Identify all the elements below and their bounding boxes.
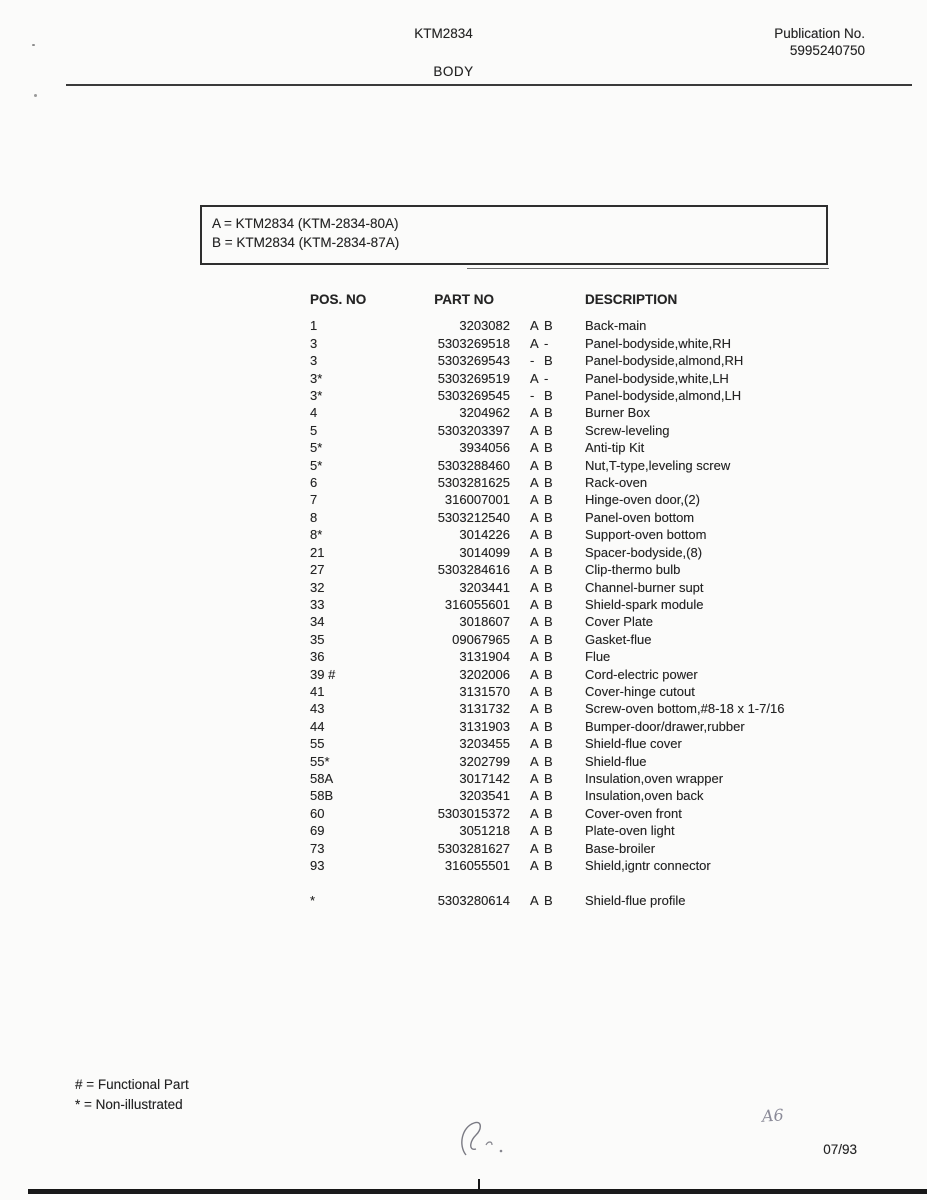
date-code: 07/93 bbox=[823, 1142, 857, 1157]
pos-cell: 5* bbox=[310, 440, 323, 456]
table-row bbox=[310, 631, 880, 648]
desc-cell: Shield-flue profile bbox=[585, 893, 686, 909]
model-a-cell: A bbox=[530, 562, 539, 578]
model-b-cell: B bbox=[544, 840, 553, 856]
pos-cell: 43 bbox=[310, 701, 325, 717]
part-cell: 5303280614 bbox=[437, 893, 510, 909]
pos-cell: 41 bbox=[310, 683, 325, 699]
pos-cell: 58B bbox=[310, 788, 334, 804]
pos-cell: 58A bbox=[310, 770, 334, 786]
model-b-cell: B bbox=[544, 440, 553, 456]
model-a-cell: A bbox=[530, 527, 539, 543]
table-row bbox=[310, 648, 880, 665]
model-a-cell: A bbox=[530, 596, 539, 612]
part-cell: 5303284616 bbox=[437, 562, 510, 578]
desc-cell: Cord-electric power bbox=[585, 666, 698, 682]
pos-cell: 32 bbox=[310, 579, 325, 595]
pos-cell: 33 bbox=[310, 596, 325, 612]
pos-cell: 8 bbox=[310, 509, 318, 525]
model-b-cell: B bbox=[544, 544, 553, 560]
part-cell: 3203441 bbox=[459, 579, 510, 595]
pos-cell: 55* bbox=[310, 753, 330, 769]
table-row bbox=[310, 700, 880, 717]
pos-cell: 7 bbox=[310, 492, 318, 508]
pos-cell: * bbox=[310, 893, 316, 909]
part-cell: 5303269545 bbox=[437, 388, 510, 404]
part-cell: 3131732 bbox=[459, 701, 510, 717]
model-b-cell: B bbox=[544, 596, 553, 612]
model-a-cell: A bbox=[530, 805, 539, 821]
model-a-cell: A bbox=[530, 858, 539, 873]
pos-cell: 39 # bbox=[310, 666, 336, 682]
model-a-cell: A bbox=[530, 649, 539, 665]
model-b-cell: B bbox=[544, 579, 553, 595]
model-b-cell: B bbox=[544, 683, 553, 699]
desc-cell: Gasket-flue bbox=[585, 631, 652, 647]
model-a-cell: A bbox=[530, 544, 539, 560]
desc-cell: Clip-thermo bulb bbox=[585, 562, 681, 578]
part-cell: 3131904 bbox=[459, 649, 510, 665]
model-b-cell: B bbox=[544, 753, 553, 769]
model-a-cell: A bbox=[530, 457, 539, 473]
table-row bbox=[310, 352, 880, 369]
desc-cell: Rack-oven bbox=[585, 475, 648, 491]
pos-cell: 34 bbox=[310, 614, 325, 630]
model-b-cell: B bbox=[544, 509, 553, 525]
model-a-cell: A bbox=[530, 823, 539, 839]
footnote-non-illustrated: * = Non-illustrated bbox=[75, 1097, 183, 1112]
desc-cell: Base-broiler bbox=[585, 840, 656, 856]
part-cell: 3202799 bbox=[459, 753, 510, 769]
desc-cell: Shield-flue cover bbox=[585, 736, 682, 752]
pos-cell: 27 bbox=[310, 562, 325, 578]
pos-cell: 3* bbox=[310, 370, 323, 386]
desc-cell: Bumper-door/drawer,rubber bbox=[585, 718, 745, 734]
part-cell: 3014226 bbox=[459, 527, 510, 543]
pos-cell: 4 bbox=[310, 405, 318, 421]
part-cell: 3018607 bbox=[459, 614, 510, 630]
col-header-part: PART NO bbox=[434, 292, 494, 307]
model-b-cell: B bbox=[544, 422, 553, 438]
part-cell: 5303015372 bbox=[437, 805, 510, 821]
table-row bbox=[310, 474, 880, 491]
model-b-cell: B bbox=[544, 318, 553, 334]
table-row bbox=[310, 787, 880, 804]
table-row bbox=[310, 857, 880, 874]
handwritten-mark: A6 bbox=[761, 1105, 785, 1126]
table-row bbox=[310, 370, 880, 387]
table-row bbox=[310, 683, 880, 700]
table-row bbox=[310, 404, 880, 421]
table-row bbox=[310, 805, 880, 822]
part-cell: 3131903 bbox=[459, 718, 510, 734]
table-separated-body bbox=[310, 892, 880, 909]
table-row bbox=[310, 387, 880, 404]
desc-cell: Insulation,oven wrapper bbox=[585, 770, 724, 786]
part-cell: 09067965 bbox=[452, 631, 510, 647]
model-a-cell: A bbox=[530, 840, 539, 856]
table-row bbox=[310, 666, 880, 683]
pos-cell: 73 bbox=[310, 840, 325, 856]
part-cell: 5303269543 bbox=[437, 353, 510, 369]
desc-cell: Shield,igntr connector bbox=[585, 858, 711, 873]
part-cell: 3203455 bbox=[459, 736, 510, 752]
model-a-cell: A bbox=[530, 422, 539, 438]
model-b-cell: B bbox=[544, 475, 553, 491]
model-a-cell: A bbox=[530, 701, 539, 717]
model-b-cell: B bbox=[544, 353, 553, 369]
desc-cell: Anti-tip Kit bbox=[585, 440, 645, 456]
model-b-cell: B bbox=[544, 805, 553, 821]
model-a-cell: A bbox=[530, 579, 539, 595]
model-b-cell: B bbox=[544, 457, 553, 473]
desc-cell: Cover-hinge cutout bbox=[585, 683, 695, 699]
desc-cell: Cover Plate bbox=[585, 614, 653, 630]
desc-cell: Plate-oven light bbox=[585, 823, 675, 839]
pos-cell: 36 bbox=[310, 649, 325, 665]
table-row bbox=[310, 544, 880, 561]
footnote-functional: # = Functional Part bbox=[75, 1077, 189, 1092]
table-row bbox=[310, 770, 880, 787]
legend-line-a: A = KTM2834 (KTM-2834-80A) bbox=[212, 216, 399, 231]
table-row bbox=[310, 892, 880, 909]
model-a-cell: A bbox=[530, 666, 539, 682]
desc-cell: Shield-spark module bbox=[585, 596, 704, 612]
model-a-cell: A bbox=[530, 753, 539, 769]
model-b-cell: B bbox=[544, 770, 553, 786]
model-a-cell: A bbox=[530, 370, 539, 386]
parts-table bbox=[310, 291, 880, 910]
part-cell: 3204962 bbox=[459, 405, 510, 421]
desc-cell: Nut,T-type,leveling screw bbox=[585, 457, 731, 473]
model-number: KTM2834 bbox=[414, 26, 473, 41]
model-a-cell: A bbox=[530, 683, 539, 699]
desc-cell: Spacer-bodyside,(8) bbox=[585, 544, 703, 560]
model-b-cell: B bbox=[544, 649, 553, 665]
model-b-cell: B bbox=[544, 492, 553, 508]
part-cell: 316055501 bbox=[444, 858, 510, 873]
pos-cell: 3* bbox=[310, 388, 323, 404]
scan-artifact bbox=[32, 44, 35, 46]
desc-cell: Panel-oven bottom bbox=[585, 509, 695, 525]
scribble-mark bbox=[452, 1115, 532, 1165]
table-row bbox=[310, 735, 880, 752]
pos-cell: 3 bbox=[310, 353, 318, 369]
part-cell: 3934056 bbox=[459, 440, 510, 456]
table-body bbox=[310, 317, 880, 874]
part-cell: 5303269519 bbox=[437, 370, 510, 386]
pos-cell: 60 bbox=[310, 805, 325, 821]
table-row bbox=[310, 822, 880, 839]
pos-cell: 93 bbox=[310, 858, 325, 873]
desc-cell: Shield-flue bbox=[585, 753, 647, 769]
section-title: BODY bbox=[433, 64, 474, 79]
desc-cell: Insulation,oven back bbox=[585, 788, 704, 804]
model-b-cell: B bbox=[544, 718, 553, 734]
table-header bbox=[310, 291, 880, 308]
desc-cell: Screw-oven bottom,#8-18 x 1-7/16 bbox=[585, 701, 785, 717]
scan-artifact bbox=[34, 94, 37, 97]
model-a-cell: A bbox=[530, 770, 539, 786]
table-row bbox=[310, 422, 880, 439]
table-row bbox=[310, 596, 880, 613]
part-cell: 3131570 bbox=[459, 683, 510, 699]
part-cell: 5303203397 bbox=[437, 422, 510, 438]
pos-cell: 1 bbox=[310, 318, 318, 334]
desc-cell: Cover-oven front bbox=[585, 805, 682, 821]
model-b-cell: B bbox=[544, 388, 553, 404]
model-a-cell: A bbox=[530, 718, 539, 734]
model-a-cell: - bbox=[530, 388, 535, 404]
legend-box bbox=[200, 205, 828, 265]
model-b-cell: - bbox=[544, 370, 549, 386]
desc-cell: Screw-leveling bbox=[585, 422, 670, 438]
part-cell: 3203082 bbox=[459, 318, 510, 334]
desc-cell: Support-oven bottom bbox=[585, 527, 707, 543]
header-rule bbox=[66, 84, 912, 86]
model-a-cell: A bbox=[530, 509, 539, 525]
model-b-cell: B bbox=[544, 562, 553, 578]
model-b-cell: B bbox=[544, 788, 553, 804]
part-cell: 316055601 bbox=[444, 596, 510, 612]
pos-cell: 8* bbox=[310, 527, 323, 543]
pos-cell: 5 bbox=[310, 422, 318, 438]
pos-cell: 21 bbox=[310, 544, 325, 560]
table-row bbox=[310, 579, 880, 596]
pos-cell: 44 bbox=[310, 718, 325, 734]
model-a-cell: A bbox=[530, 475, 539, 491]
table-row bbox=[310, 561, 880, 578]
model-a-cell: A bbox=[530, 788, 539, 804]
part-cell: 3017142 bbox=[459, 770, 510, 786]
part-cell: 5303281627 bbox=[437, 840, 510, 856]
model-a-cell: A bbox=[530, 492, 539, 508]
pos-cell: 35 bbox=[310, 631, 325, 647]
model-a-cell: A bbox=[530, 440, 539, 456]
table-row bbox=[310, 526, 880, 543]
table-row bbox=[310, 491, 880, 508]
part-cell: 3014099 bbox=[459, 544, 510, 560]
table-row bbox=[310, 840, 880, 857]
model-b-cell: B bbox=[544, 736, 553, 752]
desc-cell: Burner Box bbox=[585, 405, 651, 421]
model-b-cell: B bbox=[544, 701, 553, 717]
part-cell: 316007001 bbox=[444, 492, 510, 508]
table-row bbox=[310, 613, 880, 630]
legend-line-b: B = KTM2834 (KTM-2834-87A) bbox=[212, 235, 400, 250]
col-header-spacer-b bbox=[544, 291, 564, 308]
pos-cell: 3 bbox=[310, 335, 318, 351]
part-cell: 5303269518 bbox=[437, 335, 510, 351]
model-a-cell: A bbox=[530, 318, 539, 334]
desc-cell: Panel-bodyside,white,LH bbox=[585, 370, 729, 386]
publication-block bbox=[774, 25, 865, 59]
col-header-spacer-a bbox=[510, 291, 544, 308]
pos-cell: 5* bbox=[310, 457, 323, 473]
model-b-cell: B bbox=[544, 405, 553, 421]
part-cell: 3202006 bbox=[459, 666, 510, 682]
table-row bbox=[310, 457, 880, 474]
col-header-desc: DESCRIPTION bbox=[585, 292, 678, 307]
model-a-cell: A bbox=[530, 736, 539, 752]
col-header-pos: POS. NO bbox=[310, 292, 367, 307]
model-a-cell: A bbox=[530, 405, 539, 421]
model-a-cell: A bbox=[530, 631, 539, 647]
desc-cell: Panel-bodyside,almond,LH bbox=[585, 388, 742, 404]
part-cell: 3203541 bbox=[459, 788, 510, 804]
model-b-cell: B bbox=[544, 631, 553, 647]
table-row bbox=[310, 317, 880, 334]
part-cell: 5303212540 bbox=[437, 509, 510, 525]
model-b-cell: B bbox=[544, 666, 553, 682]
model-b-cell: B bbox=[544, 823, 553, 839]
model-a-cell: - bbox=[530, 353, 535, 369]
publication-label: Publication No. bbox=[774, 26, 865, 41]
part-cell: 5303288460 bbox=[437, 457, 510, 473]
bottom-edge-tick bbox=[478, 1179, 480, 1190]
desc-cell: Flue bbox=[585, 649, 611, 665]
desc-cell: Hinge-oven door,(2) bbox=[585, 492, 700, 508]
table-row bbox=[310, 335, 880, 352]
part-cell: 3051218 bbox=[459, 823, 510, 839]
desc-cell: Channel-burner supt bbox=[585, 579, 704, 595]
footnotes bbox=[75, 1075, 189, 1115]
table-row bbox=[310, 753, 880, 770]
table-row bbox=[310, 718, 880, 735]
model-b-cell: B bbox=[544, 858, 553, 873]
pos-cell: 55 bbox=[310, 736, 325, 752]
model-b-cell: B bbox=[544, 614, 553, 630]
part-cell: 5303281625 bbox=[437, 475, 510, 491]
model-a-cell: A bbox=[530, 893, 539, 909]
model-b-cell: B bbox=[544, 893, 553, 909]
table-row bbox=[310, 509, 880, 526]
model-a-cell: A bbox=[530, 335, 539, 351]
publication-number: 5995240750 bbox=[789, 43, 865, 58]
model-a-cell: A bbox=[530, 614, 539, 630]
desc-cell: Panel-bodyside,almond,RH bbox=[585, 353, 744, 369]
pos-cell: 69 bbox=[310, 823, 325, 839]
desc-cell: Panel-bodyside,white,RH bbox=[585, 335, 731, 351]
model-b-cell: - bbox=[544, 335, 549, 351]
pos-cell: 6 bbox=[310, 475, 318, 491]
model-b-cell: B bbox=[544, 527, 553, 543]
table-row bbox=[310, 439, 880, 456]
desc-cell: Back-main bbox=[585, 318, 647, 334]
